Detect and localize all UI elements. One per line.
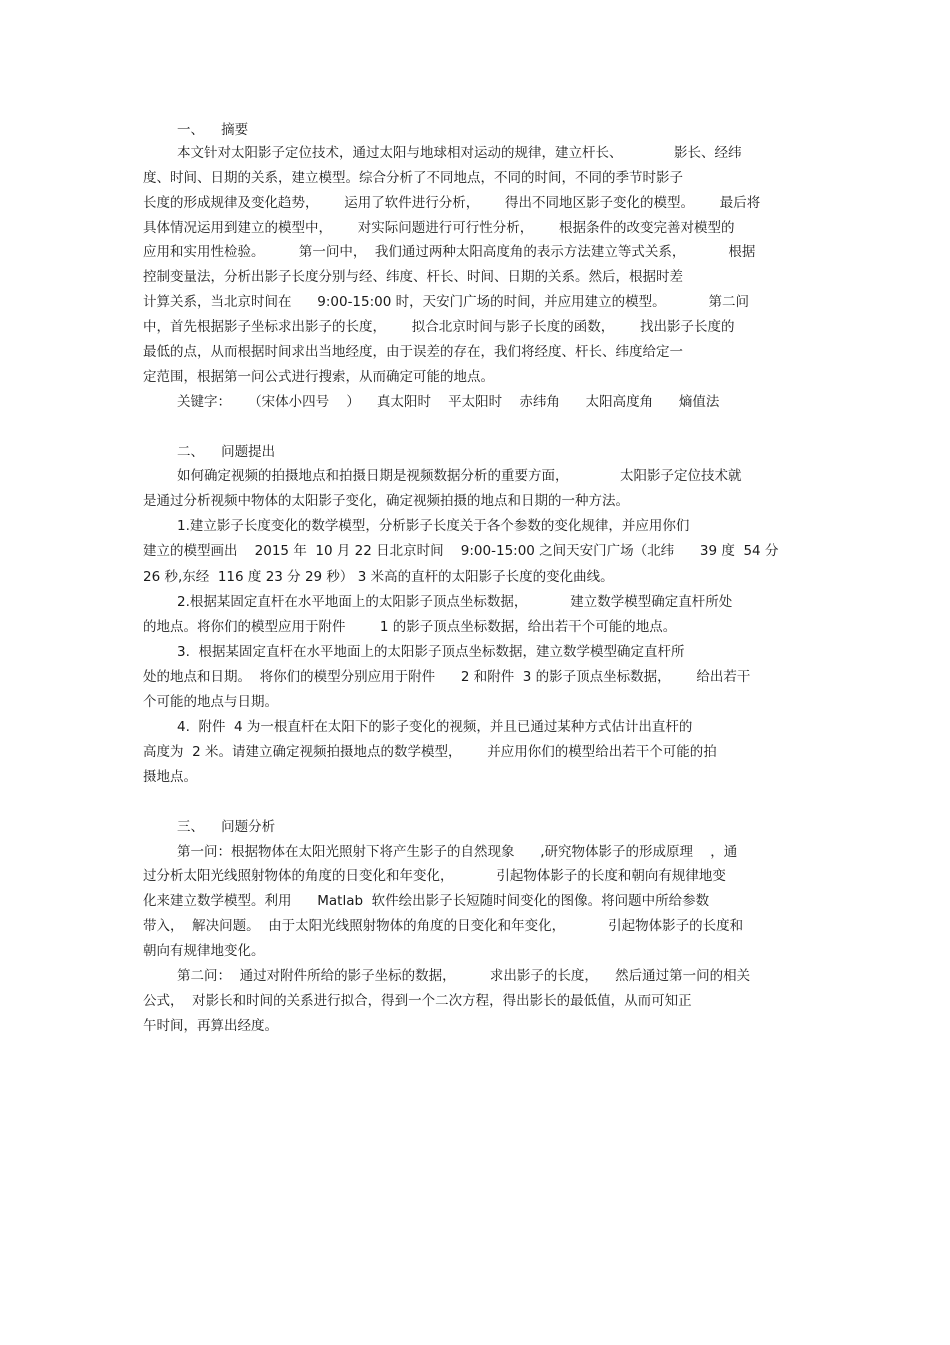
paragraph-line: 第二问： 通过对附件所给的影子坐标的数据， 求出影子的长度， 然后通过第一问的相关 xyxy=(177,968,751,984)
paragraph-line: 度、时间、日期的关系，建立模型。综合分析了不同地点，不同的时间，不同的季节时影子 xyxy=(143,170,683,186)
paragraph-line: 计算关系，当北京时间在 9:00-15:00 时，天安门广场的时间，并应用建立的模型。 第二问 xyxy=(143,294,750,310)
paragraph-line: 的地点。将你们的模型应用于附件 1 的影子顶点坐标数据，给出若干个可能的地点。 xyxy=(143,619,677,635)
paragraph-line: 摄地点。 xyxy=(143,769,197,785)
paragraph-line: 最低的点，从而根据时间求出当地经度，由于误差的存在，我们将经度、杆长、纬度给定一 xyxy=(143,344,683,360)
paragraph-line: 定范围，根据第一问公式进行搜索，从而确定可能的地点。 xyxy=(143,369,494,385)
paragraph-line: 化来建立数学模型。利用 Matlab 软件绘出影子长短随时间变化的图像。将问题中所给参数 xyxy=(143,893,710,909)
paragraph-line: 长度的形成规律及变化趋势， 运用了软件进行分析， 得出不同地区影子变化的模型。 最后将 xyxy=(143,195,761,211)
paragraph-line: 3. 根据某固定直杆在水平地面上的太阳影子顶点坐标数据，建立数学模型确定直杆所 xyxy=(177,644,685,660)
section-heading-analysis: 三、 问题分析 xyxy=(177,819,276,835)
paragraph-line: 处的地点和日期。 将你们的模型分别应用于附件 2 和附件 3 的影子顶点坐标数据， 给出若干 xyxy=(143,669,751,685)
paragraph-line: 第一问：根据物体在太阳光照射下将产生影子的自然现象 ,研究物体影子的形成原理 ，通 xyxy=(177,844,738,860)
paragraph-line: 带入， 解决问题。 由于太阳光线照射物体的角度的日变化和年变化， 引起物体影子的长度和 xyxy=(143,918,744,934)
paragraph-line: 具体情况运用到建立的模型中， 对实际问题进行可行性分析， 根据条件的改变完善对模型的 xyxy=(143,220,735,236)
paragraph-line: 4. 附件 4 为一根直杆在太阳下的影子变化的视频，并且已通过某种方式估计出直杆的 xyxy=(177,719,693,735)
paragraph-line: 2.根据某固定直杆在水平地面上的太阳影子顶点坐标数据， 建立数学模型确定直杆所处 xyxy=(177,594,733,610)
keywords-line: 关键字： （宋体小四号 ） 真太阳时 平太阳时 赤纬角 太阳高度角 熵值法 xyxy=(177,394,720,410)
paragraph-line: 公式， 对影长和时间的关系进行拟合，得到一个二次方程，得出影长的最低值，从而可知正 xyxy=(143,993,692,1009)
paragraph-line: 本文针对太阳影子定位技术，通过太阳与地球相对运动的规律，建立杆长、 影长、经纬 xyxy=(177,145,742,161)
paragraph-line: 高度为 2 米。请建立确定视频拍摄地点的数学模型， 并应用你们的模型给出若干个可能的拍 xyxy=(143,744,717,760)
paragraph-line: 个可能的地点与日期。 xyxy=(143,694,278,710)
section-heading-problem: 二、 问题提出 xyxy=(177,444,276,460)
paragraph-line: 如何确定视频的拍摄地点和拍摄日期是视频数据分析的重要方面， 太阳影子定位技术就 xyxy=(177,468,742,484)
paragraph-line: 过分析太阳光线照射物体的角度的日变化和年变化， 引起物体影子的长度和朝向有规律地变 xyxy=(143,868,726,884)
paragraph-line: 1.建立影子长度变化的数学模型，分析影子长度关于各个参数的变化规律，并应用你们 xyxy=(177,518,690,534)
paragraph-line: 控制变量法，分析出影子长度分别与经、纬度、杆长、时间、日期的关系。然后，根据时差 xyxy=(143,269,683,285)
paragraph-line: 26 秒,东经 116 度 23 分 29 秒） 3 米高的直杆的太阳影子长度的变化曲线。 xyxy=(143,569,614,585)
section-heading-abstract: 一、 摘要 xyxy=(177,122,249,138)
paragraph-line: 应用和实用性检验。 第一问中， 我们通过两种太阳高度角的表示方法建立等式关系， 根据 xyxy=(143,244,756,260)
paragraph-line: 建立的模型画出 2015 年 10 月 22 日北京时间 9:00-15:00 之间天安门广场（北纬 39 度 54 分 xyxy=(143,543,779,559)
paragraph-line: 是通过分析视频中物体的太阳影子变化，确定视频拍摄的地点和日期的一种方法。 xyxy=(143,493,629,509)
paragraph-line: 午时间，再算出经度。 xyxy=(143,1018,278,1034)
paragraph-line: 朝向有规律地变化。 xyxy=(143,943,265,959)
paragraph-line: 中，首先根据影子坐标求出影子的长度， 拟合北京时间与影子长度的函数， 找出影子长度的 xyxy=(143,319,735,335)
